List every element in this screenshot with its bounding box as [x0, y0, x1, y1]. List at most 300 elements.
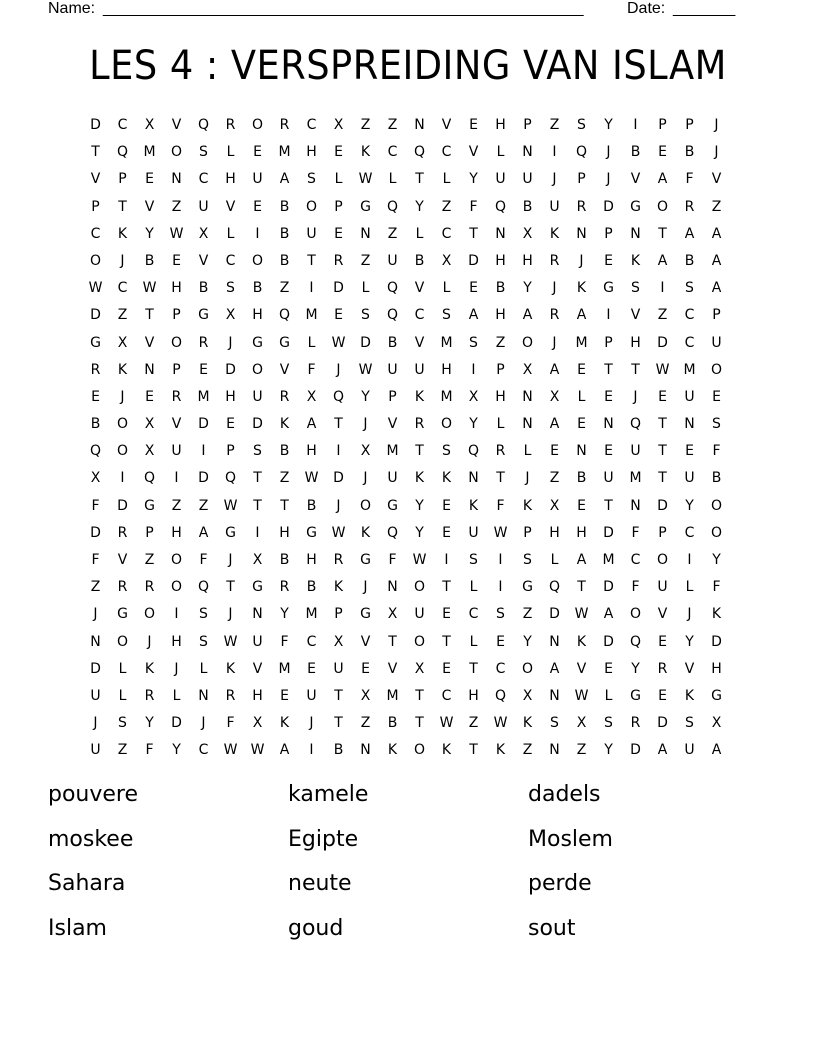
grid-letter[interactable]: L [442, 280, 451, 297]
grid-letter[interactable]: P [577, 171, 586, 188]
grid-letter[interactable]: E [604, 252, 613, 269]
grid-letter[interactable]: U [171, 443, 182, 460]
grid-letter[interactable]: X [549, 388, 560, 405]
grid-letter[interactable]: A [576, 552, 587, 568]
grid-letter[interactable]: U [414, 606, 425, 623]
grid-letter[interactable]: H [252, 307, 263, 324]
grid-letter[interactable]: Z [279, 280, 290, 297]
grid-letter[interactable]: K [576, 633, 587, 650]
grid-letter[interactable]: F [199, 552, 208, 568]
grid-letter[interactable]: D [198, 416, 209, 433]
grid-letter[interactable]: W [142, 280, 157, 297]
grid-letter[interactable]: S [307, 171, 316, 188]
grid-letter[interactable]: Z [522, 606, 533, 623]
grid-letter[interactable]: Z [117, 307, 128, 324]
grid-letter[interactable]: T [415, 687, 424, 704]
grid-letter[interactable]: W [250, 742, 265, 759]
grid-letter[interactable]: K [441, 742, 452, 759]
grid-letter[interactable]: I [174, 606, 179, 623]
grid-letter[interactable]: N [414, 117, 425, 133]
grid-letter[interactable]: D [90, 307, 101, 324]
grid-letter[interactable]: N [171, 171, 182, 188]
grid-letter[interactable]: D [711, 633, 722, 650]
grid-letter[interactable]: H [225, 388, 236, 405]
grid-letter[interactable]: D [90, 117, 101, 133]
grid-letter[interactable]: M [683, 361, 696, 378]
grid-letter[interactable]: E [145, 388, 154, 405]
grid-letter[interactable]: X [333, 117, 344, 133]
grid-letter[interactable]: G [198, 307, 209, 324]
grid-letter[interactable]: H [495, 252, 506, 269]
grid-letter[interactable]: R [684, 198, 695, 215]
grid-letter[interactable]: N [522, 144, 533, 161]
grid-letter[interactable]: N [549, 687, 560, 704]
grid-letter[interactable]: C [684, 524, 695, 541]
grid-letter[interactable]: D [630, 742, 641, 759]
grid-letter[interactable]: X [117, 334, 128, 351]
grid-letter[interactable]: J [228, 552, 233, 568]
grid-letter[interactable]: K [549, 225, 560, 242]
grid-letter[interactable]: V [144, 198, 155, 215]
grid-letter[interactable]: M [197, 388, 210, 405]
grid-letter[interactable]: I [633, 117, 638, 133]
grid-letter[interactable]: H [171, 633, 182, 650]
grid-letter[interactable]: F [631, 579, 640, 596]
grid-letter[interactable]: X [360, 687, 371, 704]
grid-letter[interactable]: M [629, 470, 642, 487]
grid-letter[interactable]: I [444, 552, 449, 568]
grid-letter[interactable]: U [387, 361, 398, 378]
grid-letter[interactable]: B [333, 742, 344, 759]
grid-letter[interactable]: L [469, 579, 478, 596]
grid-letter[interactable]: E [442, 524, 451, 541]
grid-letter[interactable]: Z [279, 470, 290, 487]
grid-letter[interactable]: H [225, 171, 236, 188]
grid-letter[interactable]: S [361, 307, 370, 324]
grid-letter[interactable]: H [468, 687, 479, 704]
grid-letter[interactable]: A [522, 307, 533, 324]
grid-letter[interactable]: Z [360, 117, 371, 133]
grid-letter[interactable]: T [469, 660, 478, 677]
grid-letter[interactable]: K [630, 252, 641, 269]
grid-letter[interactable]: M [575, 334, 588, 351]
grid-letter[interactable]: O [413, 579, 426, 596]
grid-letter[interactable]: P [523, 117, 532, 133]
grid-letter[interactable]: R [144, 687, 155, 704]
grid-letter[interactable]: P [91, 198, 100, 215]
grid-letter[interactable]: O [710, 524, 723, 541]
grid-letter[interactable]: W [655, 361, 670, 378]
grid-letter[interactable]: B [387, 334, 398, 351]
grid-letter[interactable]: W [574, 687, 589, 704]
grid-letter[interactable]: W [574, 606, 589, 623]
grid-letter[interactable]: R [144, 579, 155, 596]
grid-letter[interactable]: U [252, 388, 263, 405]
grid-letter[interactable]: I [552, 144, 557, 161]
grid-letter[interactable]: T [442, 633, 451, 650]
grid-letter[interactable]: Z [360, 715, 371, 732]
grid-letter[interactable]: F [388, 552, 397, 568]
grid-letter[interactable]: U [252, 171, 263, 188]
grid-letter[interactable]: A [657, 171, 668, 188]
grid-letter[interactable]: J [120, 388, 125, 405]
grid-letter[interactable]: X [333, 633, 344, 650]
grid-letter[interactable]: P [604, 334, 613, 351]
grid-letter[interactable]: A [468, 307, 479, 324]
grid-letter[interactable]: C [630, 552, 641, 568]
grid-letter[interactable]: I [120, 470, 125, 487]
grid-letter[interactable]: S [469, 552, 478, 568]
grid-letter[interactable]: W [223, 497, 238, 514]
grid-letter[interactable]: G [90, 334, 101, 351]
grid-letter[interactable]: P [496, 361, 505, 378]
grid-letter[interactable]: W [223, 742, 238, 759]
grid-letter[interactable]: Q [386, 307, 399, 324]
grid-letter[interactable]: N [468, 470, 479, 487]
grid-letter[interactable]: N [252, 606, 263, 623]
grid-letter[interactable]: S [442, 307, 451, 324]
grid-letter[interactable]: Q [494, 687, 507, 704]
grid-letter[interactable]: E [172, 252, 181, 269]
grid-letter[interactable]: U [306, 687, 317, 704]
grid-letter[interactable]: O [89, 252, 102, 269]
grid-letter[interactable]: T [415, 443, 424, 460]
grid-letter[interactable]: P [604, 225, 613, 242]
grid-letter[interactable]: O [305, 198, 318, 215]
grid-letter[interactable]: P [145, 524, 154, 541]
grid-letter[interactable]: J [120, 252, 125, 269]
grid-letter[interactable]: R [279, 579, 290, 596]
grid-letter[interactable]: Z [441, 198, 452, 215]
grid-letter[interactable]: B [630, 144, 641, 161]
grid-letter[interactable]: S [577, 117, 586, 133]
grid-letter[interactable]: O [116, 416, 129, 433]
grid-letter[interactable]: Y [280, 606, 289, 623]
grid-letter[interactable]: D [90, 660, 101, 677]
grid-letter[interactable]: J [606, 171, 611, 188]
grid-letter[interactable]: R [414, 416, 425, 433]
grid-letter[interactable]: V [117, 552, 128, 568]
grid-letter[interactable]: Z [549, 470, 560, 487]
grid-letter[interactable]: U [684, 742, 695, 759]
grid-letter[interactable]: X [225, 307, 236, 324]
grid-letter[interactable]: T [442, 579, 451, 596]
grid-letter[interactable]: K [522, 715, 533, 732]
grid-letter[interactable]: P [658, 524, 667, 541]
grid-letter[interactable]: M [386, 443, 399, 460]
grid-letter[interactable]: C [441, 144, 452, 161]
grid-letter[interactable]: K [441, 470, 452, 487]
grid-letter[interactable]: U [414, 361, 425, 378]
grid-letter[interactable]: I [606, 307, 611, 324]
grid-letter[interactable]: U [387, 252, 398, 269]
grid-letter[interactable]: T [334, 687, 343, 704]
grid-letter[interactable]: K [711, 606, 722, 623]
grid-letter[interactable]: X [252, 552, 263, 568]
grid-letter[interactable]: B [279, 198, 290, 215]
grid-letter[interactable]: K [522, 497, 533, 514]
grid-letter[interactable]: B [279, 225, 290, 242]
grid-letter[interactable]: D [657, 715, 668, 732]
grid-letter[interactable]: L [415, 225, 424, 242]
grid-letter[interactable]: U [306, 225, 317, 242]
grid-letter[interactable]: T [145, 307, 154, 324]
grid-letter[interactable]: Z [360, 252, 371, 269]
grid-letter[interactable]: Q [575, 144, 588, 161]
grid-letter[interactable]: S [604, 715, 613, 732]
grid-letter[interactable]: G [117, 606, 128, 623]
grid-letter[interactable]: Y [172, 742, 181, 759]
grid-letter[interactable]: D [657, 497, 668, 514]
grid-letter[interactable]: H [279, 524, 290, 541]
grid-letter[interactable]: S [712, 416, 721, 433]
grid-letter[interactable]: M [278, 660, 291, 677]
grid-letter[interactable]: A [684, 225, 695, 242]
grid-letter[interactable]: I [471, 361, 476, 378]
grid-letter[interactable]: Z [387, 117, 398, 133]
grid-letter[interactable]: U [387, 470, 398, 487]
grid-letter[interactable]: Y [469, 416, 478, 433]
grid-letter[interactable]: H [576, 524, 587, 541]
grid-letter[interactable]: L [226, 144, 235, 161]
date-field[interactable]: _______ [673, 0, 736, 17]
grid-letter[interactable]: T [496, 470, 505, 487]
grid-letter[interactable]: E [658, 388, 667, 405]
grid-letter[interactable]: H [495, 117, 506, 133]
grid-letter[interactable]: N [630, 225, 641, 242]
grid-letter[interactable]: X [522, 361, 533, 378]
grid-letter[interactable]: E [253, 198, 262, 215]
grid-letter[interactable]: N [549, 742, 560, 759]
grid-letter[interactable]: Q [467, 443, 480, 460]
grid-letter[interactable]: J [309, 715, 314, 732]
grid-letter[interactable]: F [631, 524, 640, 541]
grid-letter[interactable]: E [604, 443, 613, 460]
grid-letter[interactable]: I [660, 280, 665, 297]
grid-letter[interactable]: B [306, 497, 317, 514]
grid-letter[interactable]: U [549, 198, 560, 215]
grid-letter[interactable]: S [226, 280, 235, 297]
grid-letter[interactable]: Q [548, 579, 561, 596]
grid-letter[interactable]: T [253, 497, 262, 514]
grid-letter[interactable]: U [603, 470, 614, 487]
grid-letter[interactable]: D [549, 606, 560, 623]
grid-letter[interactable]: O [629, 606, 642, 623]
grid-letter[interactable]: E [577, 497, 586, 514]
grid-letter[interactable]: E [469, 280, 478, 297]
grid-letter[interactable]: V [387, 416, 398, 433]
grid-letter[interactable]: M [386, 687, 399, 704]
grid-letter[interactable]: D [603, 633, 614, 650]
grid-letter[interactable]: E [91, 388, 100, 405]
grid-letter[interactable]: R [333, 552, 344, 568]
grid-letter[interactable]: F [91, 497, 100, 514]
grid-letter[interactable]: V [414, 334, 425, 351]
grid-letter[interactable]: A [549, 660, 560, 677]
grid-letter[interactable]: C [441, 225, 452, 242]
grid-letter[interactable]: D [603, 198, 614, 215]
grid-letter[interactable]: R [279, 117, 290, 133]
grid-letter[interactable]: R [549, 252, 560, 269]
grid-letter[interactable]: U [468, 524, 479, 541]
grid-letter[interactable]: K [144, 660, 155, 677]
grid-letter[interactable]: H [252, 687, 263, 704]
grid-letter[interactable]: Q [89, 443, 102, 460]
grid-letter[interactable]: Z [90, 579, 101, 596]
grid-letter[interactable]: A [657, 742, 668, 759]
grid-letter[interactable]: S [550, 715, 559, 732]
grid-letter[interactable]: J [363, 579, 368, 596]
grid-letter[interactable]: B [495, 280, 506, 297]
grid-letter[interactable]: B [711, 470, 722, 487]
grid-letter[interactable]: E [604, 660, 613, 677]
grid-letter[interactable]: X [198, 225, 209, 242]
grid-letter[interactable]: G [144, 497, 155, 514]
grid-letter[interactable]: X [549, 497, 560, 514]
grid-letter[interactable]: O [656, 198, 669, 215]
grid-letter[interactable]: Z [549, 117, 560, 133]
grid-letter[interactable]: X [414, 660, 425, 677]
grid-letter[interactable]: I [309, 280, 314, 297]
grid-letter[interactable]: K [684, 687, 695, 704]
grid-letter[interactable]: R [576, 198, 587, 215]
grid-letter[interactable]: J [633, 388, 638, 405]
grid-letter[interactable]: W [358, 361, 373, 378]
grid-letter[interactable]: K [117, 225, 128, 242]
grid-letter[interactable]: R [198, 334, 209, 351]
grid-letter[interactable]: V [225, 198, 236, 215]
grid-letter[interactable]: E [442, 660, 451, 677]
grid-letter[interactable]: A [279, 171, 290, 188]
grid-letter[interactable]: V [171, 416, 182, 433]
grid-letter[interactable]: J [336, 361, 341, 378]
grid-letter[interactable]: I [201, 443, 206, 460]
grid-letter[interactable]: J [552, 334, 557, 351]
grid-letter[interactable]: N [387, 579, 398, 596]
grid-letter[interactable]: T [307, 252, 316, 269]
grid-letter[interactable]: Q [197, 117, 210, 133]
grid-letter[interactable]: S [631, 280, 640, 297]
grid-letter[interactable]: J [93, 715, 98, 732]
grid-letter[interactable]: E [658, 144, 667, 161]
grid-letter[interactable]: N [603, 416, 614, 433]
grid-letter[interactable]: H [522, 252, 533, 269]
grid-letter[interactable]: L [307, 334, 316, 351]
grid-letter[interactable]: V [279, 361, 290, 378]
grid-letter[interactable]: P [388, 388, 397, 405]
grid-letter[interactable]: L [577, 388, 586, 405]
grid-letter[interactable]: V [630, 307, 641, 324]
grid-letter[interactable]: D [252, 416, 263, 433]
grid-letter[interactable]: C [441, 687, 452, 704]
grid-letter[interactable]: C [684, 307, 695, 324]
grid-letter[interactable]: E [199, 361, 208, 378]
grid-letter[interactable]: F [307, 361, 316, 378]
grid-letter[interactable]: X [144, 443, 155, 460]
grid-letter[interactable]: Q [386, 280, 399, 297]
grid-letter[interactable]: H [171, 280, 182, 297]
grid-letter[interactable]: R [225, 117, 236, 133]
grid-letter[interactable]: J [579, 252, 584, 269]
grid-letter[interactable]: L [118, 687, 127, 704]
grid-letter[interactable]: W [88, 280, 103, 297]
grid-letter[interactable]: B [522, 198, 533, 215]
grid-letter[interactable]: E [496, 633, 505, 650]
grid-letter[interactable]: T [334, 715, 343, 732]
grid-letter[interactable]: L [442, 171, 451, 188]
grid-letter[interactable]: E [658, 687, 667, 704]
grid-letter[interactable]: O [170, 144, 183, 161]
grid-letter[interactable]: R [225, 687, 236, 704]
grid-letter[interactable]: Y [685, 633, 694, 650]
grid-letter[interactable]: K [360, 144, 371, 161]
grid-letter[interactable]: E [253, 144, 262, 161]
grid-letter[interactable]: H [711, 660, 722, 677]
grid-letter[interactable]: H [495, 307, 506, 324]
grid-letter[interactable]: J [174, 660, 179, 677]
grid-letter[interactable]: H [495, 388, 506, 405]
grid-letter[interactable]: U [90, 742, 101, 759]
grid-letter[interactable]: W [412, 552, 427, 568]
grid-letter[interactable]: T [469, 742, 478, 759]
grid-letter[interactable]: J [714, 144, 719, 161]
grid-letter[interactable]: O [143, 606, 156, 623]
grid-letter[interactable]: R [657, 660, 668, 677]
grid-letter[interactable]: Y [604, 117, 613, 133]
grid-letter[interactable]: W [493, 524, 508, 541]
grid-letter[interactable]: L [388, 171, 397, 188]
grid-letter[interactable]: V [387, 660, 398, 677]
grid-letter[interactable]: L [496, 416, 505, 433]
grid-letter[interactable]: M [440, 334, 453, 351]
name-field[interactable]: ______________________________________________________ [103, 0, 584, 17]
grid-letter[interactable]: N [360, 742, 371, 759]
grid-letter[interactable]: O [251, 252, 264, 269]
grid-letter[interactable]: T [631, 361, 640, 378]
grid-letter[interactable]: E [334, 144, 343, 161]
grid-letter[interactable]: Q [494, 198, 507, 215]
grid-letter[interactable]: Q [278, 307, 291, 324]
grid-letter[interactable]: L [118, 660, 127, 677]
grid-letter[interactable]: E [469, 117, 478, 133]
grid-letter[interactable]: L [226, 225, 235, 242]
grid-letter[interactable]: Z [576, 742, 587, 759]
grid-letter[interactable]: G [225, 524, 236, 541]
grid-letter[interactable]: W [331, 334, 346, 351]
grid-letter[interactable]: Y [712, 552, 721, 568]
grid-letter[interactable]: T [469, 225, 478, 242]
grid-letter[interactable]: B [684, 252, 695, 269]
grid-letter[interactable]: J [93, 606, 98, 623]
grid-letter[interactable]: N [576, 225, 587, 242]
grid-letter[interactable]: E [226, 416, 235, 433]
grid-letter[interactable]: D [333, 280, 344, 297]
grid-letter[interactable]: R [279, 388, 290, 405]
grid-letter[interactable]: P [334, 198, 343, 215]
grid-letter[interactable]: U [684, 388, 695, 405]
grid-letter[interactable]: S [199, 606, 208, 623]
grid-letter[interactable]: F [280, 633, 289, 650]
grid-letter[interactable]: K [279, 416, 290, 433]
grid-letter[interactable]: B [90, 416, 101, 433]
grid-letter[interactable]: H [549, 524, 560, 541]
grid-letter[interactable]: I [336, 443, 341, 460]
grid-letter[interactable]: B [144, 252, 155, 269]
grid-letter[interactable]: R [171, 388, 182, 405]
grid-letter[interactable]: V [441, 117, 452, 133]
grid-letter[interactable]: Q [332, 388, 345, 405]
grid-letter[interactable]: E [334, 225, 343, 242]
